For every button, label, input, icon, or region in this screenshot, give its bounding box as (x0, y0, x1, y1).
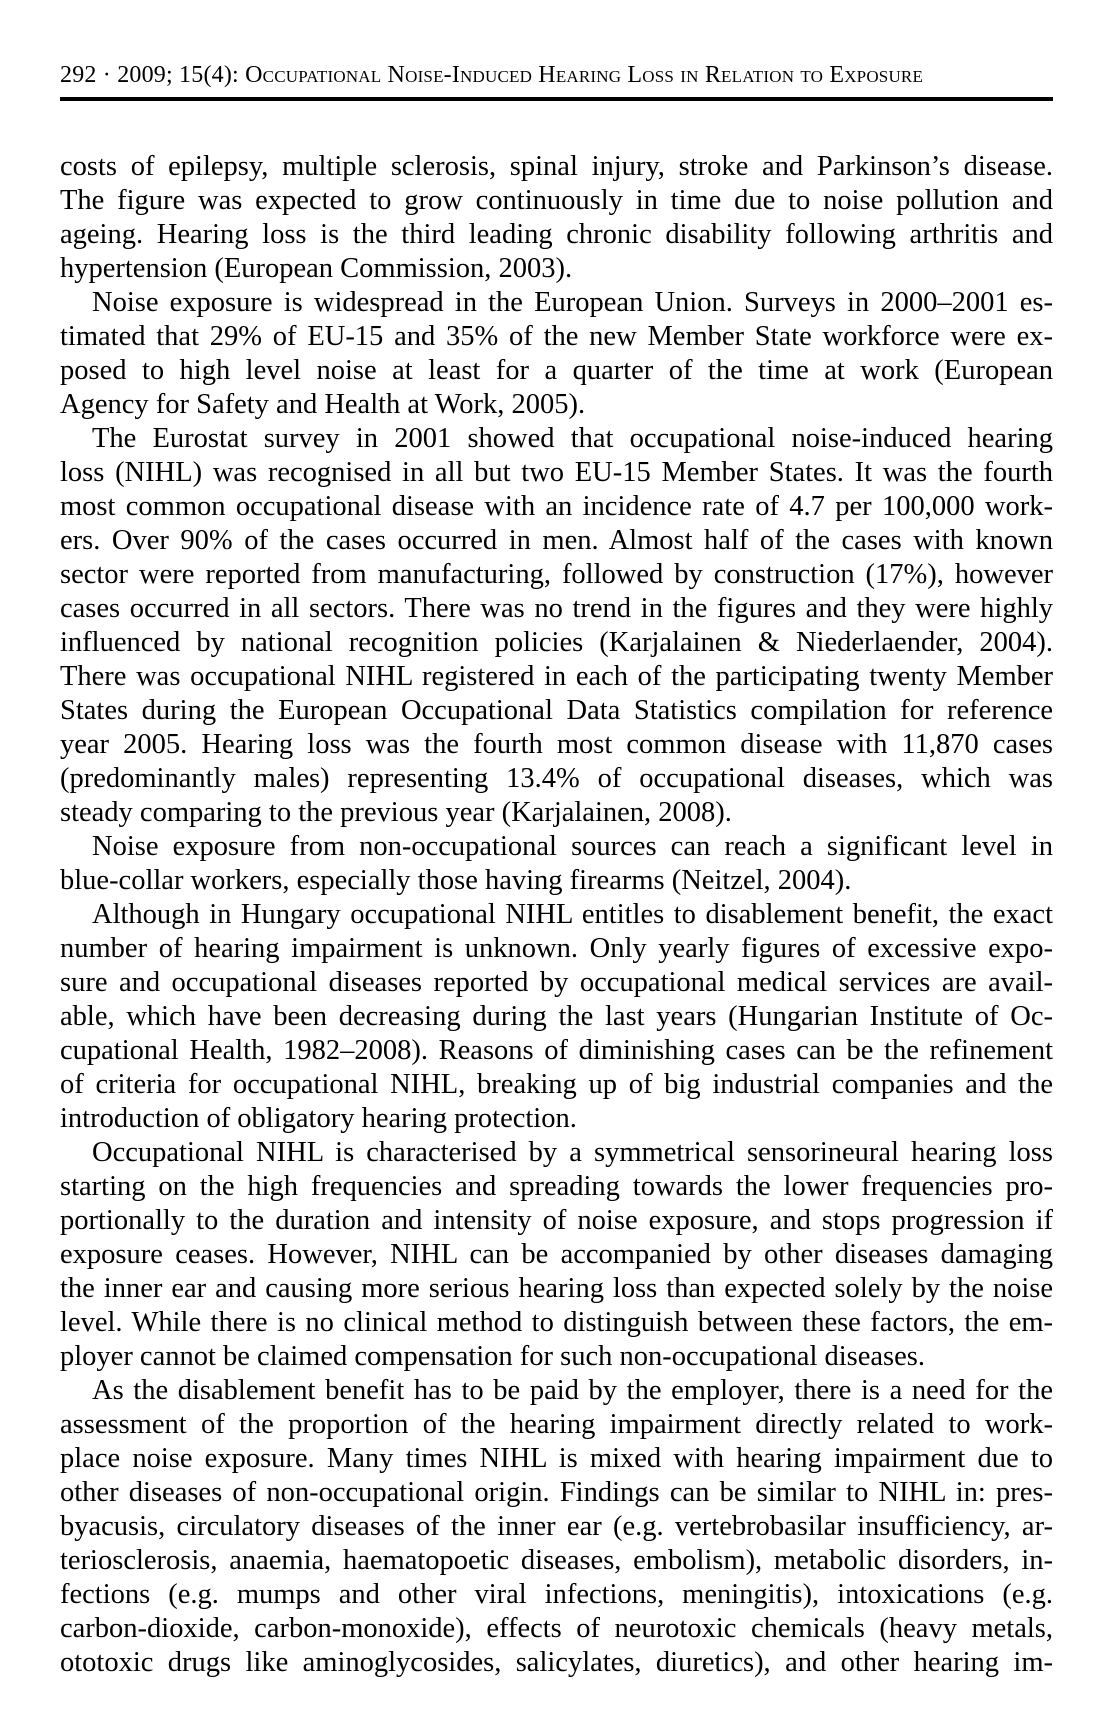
text-line: Noise exposure from non-occupational sources can reach a significant level in (92, 831, 1053, 862)
text-line: cupational Health, 1982–2008). Reasons of diminishing cases can be the refinement (60, 1035, 1053, 1066)
page-number-and-issue: 292 · 2009; 15(4): (60, 62, 246, 88)
text-line: steady comparing to the previous year (Karjalainen, 2008). (60, 797, 732, 828)
text-line: The Eurostat survey in 2001 showed that occupational noise-induced hearing (92, 423, 1053, 454)
text-line: ototoxic drugs like aminoglycosides, salicylates, diuretics), and other hearing im- (60, 1647, 1053, 1678)
text-line: of criteria for occupational NIHL, breaking up of big industrial companies and the (60, 1069, 1053, 1100)
paragraph (60, 830, 1053, 898)
text-line: timated that 29% of EU-15 and 35% of the new Member State workforce were ex- (60, 321, 1053, 352)
text-line: carbon-dioxide, carbon-monoxide), effects of neurotoxic chemicals (heavy metals, (60, 1613, 1053, 1644)
text-line: There was occupational NIHL registered in each of the participating twenty Member (60, 661, 1053, 692)
text-line: exposure ceases. However, NIHL can be accompanied by other diseases damaging (60, 1239, 1053, 1270)
paragraph (60, 150, 1053, 286)
text-line: most common occupational disease with an incidence rate of 4.7 per 100,000 work- (60, 491, 1053, 522)
paragraph (60, 422, 1053, 830)
text-line: posed to high level noise at least for a quarter of the time at work (European (60, 355, 1053, 386)
text-line: ers. Over 90% of the cases occurred in men. Almost half of the cases with known (60, 525, 1053, 556)
text-line: fections (e.g. mumps and other viral infections, meningitis), intoxications (e.g. (60, 1579, 1053, 1610)
text-line: ageing. Hearing loss is the third leading chronic disability following arthritis and (60, 219, 1053, 250)
text-line: number of hearing impairment is unknown. Only yearly figures of excessive expo- (60, 933, 1053, 964)
text-line: Although in Hungary occupational NIHL entitles to disablement benefit, the exact (92, 899, 1053, 930)
text-line: hypertension (European Commission, 2003). (60, 253, 573, 284)
text-line: Occupational NIHL is characterised by a symmetrical sensorineural hearing loss (92, 1137, 1053, 1168)
text-line: loss (NIHL) was recognised in all but two EU-15 Member States. It was the fourth (60, 457, 1053, 488)
text-line: (predominantly males) representing 13.4% of occupational diseases, which was (60, 763, 1053, 794)
text-line: portionally to the duration and intensity of noise exposure, and stops progression if (60, 1205, 1053, 1236)
paragraph (60, 1136, 1053, 1374)
text-line: As the disablement benefit has to be paid by the employer, there is a need for the (92, 1375, 1053, 1406)
text-line: cases occurred in all sectors. There was no trend in the figures and they were highly (60, 593, 1053, 624)
text-line: blue-collar workers, especially those having firearms (Neitzel, 2004). (60, 865, 852, 896)
running-head (60, 62, 1055, 89)
text-line: other diseases of non-occupational origin. Findings can be similar to NIHL in: pres- (60, 1477, 1053, 1508)
text-line: ployer cannot be claimed compensation for such non-occupational diseases. (60, 1341, 926, 1372)
paragraph (60, 286, 1053, 422)
text-line: the inner ear and causing more serious hearing loss than expected solely by the noise (60, 1273, 1053, 1304)
text-line: sector were reported from manufacturing, followed by construction (17%), however (60, 559, 1053, 590)
text-line: The figure was expected to grow continuously in time due to noise pollution and (60, 185, 1053, 216)
text-line: Agency for Safety and Health at Work, 2005). (60, 389, 586, 420)
text-line: year 2005. Hearing loss was the fourth most common disease with 11,870 cases (60, 729, 1053, 760)
text-line: place noise exposure. Many times NIHL is mixed with hearing impairment due to (60, 1443, 1053, 1474)
text-line: able, which have been decreasing during the last years (Hungarian Institute of Oc- (60, 1001, 1053, 1032)
text-line: influenced by national recognition policies (Karjalainen & Niederlaender, 2004). (60, 627, 1053, 658)
text-line: teriosclerosis, anaemia, haematopoetic diseases, embolism), metabolic disorders, in- (60, 1545, 1053, 1576)
running-head-title: Occupational Noise-Induced Hearing Loss in Relation to Exposure (245, 62, 924, 88)
body-text (60, 150, 1053, 1680)
text-line: byacusis, circulatory diseases of the inner ear (e.g. vertebrobasilar insufficiency, ar- (60, 1511, 1053, 1542)
paragraph (60, 1374, 1053, 1680)
text-line: States during the European Occupational Data Statistics compilation for reference (60, 695, 1053, 726)
text-line: level. While there is no clinical method to distinguish between these factors, the em- (60, 1307, 1053, 1338)
text-line: sure and occupational diseases reported by occupational medical services are avail- (60, 967, 1053, 998)
text-line: starting on the high frequencies and spreading towards the lower frequencies pro- (60, 1171, 1053, 1202)
text-line: introduction of obligatory hearing protection. (60, 1103, 577, 1134)
text-line: assessment of the proportion of the hearing impairment directly related to work- (60, 1409, 1053, 1440)
header-rule (60, 97, 1053, 101)
text-line: costs of epilepsy, multiple sclerosis, spinal injury, stroke and Parkinson’s disease. (60, 151, 1053, 182)
text-line: Noise exposure is widespread in the European Union. Surveys in 2000–2001 es- (92, 287, 1053, 318)
paragraph (60, 898, 1053, 1136)
